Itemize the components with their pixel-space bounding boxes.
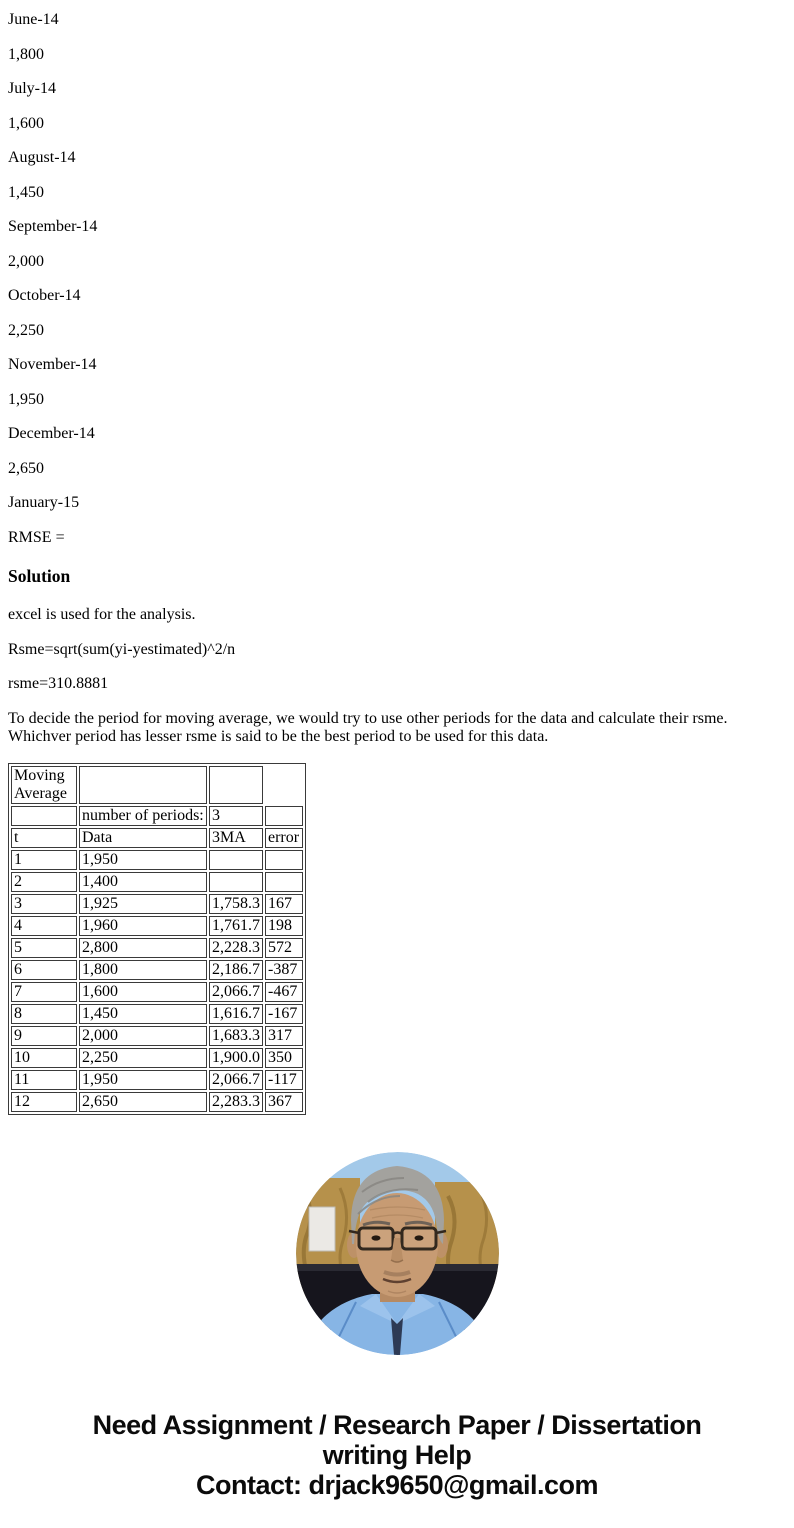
series-value: 2,650 [8, 459, 44, 477]
table-cell: 2,000 [79, 1026, 207, 1046]
table-cell [265, 766, 303, 804]
table-row [11, 1048, 303, 1068]
table-cell [11, 806, 77, 826]
table-cell: 350 [265, 1048, 303, 1068]
table-cell: 5 [11, 938, 77, 958]
table-cell: 1,450 [79, 1004, 207, 1024]
table-cell: 1,616.7 [209, 1004, 263, 1024]
series-label: August-14 [8, 149, 76, 166]
table-cell [209, 850, 263, 870]
series-value: 1,800 [8, 45, 44, 63]
table-row [11, 1026, 303, 1046]
series-label: October-14 [8, 287, 81, 304]
table-cell: 2,800 [79, 938, 207, 958]
table-cell [209, 766, 263, 804]
series-label: January-15 [8, 494, 80, 511]
table-row [11, 1092, 303, 1112]
table-cell [265, 872, 303, 892]
table-cell: -117 [265, 1070, 303, 1090]
table-cell: 1,950 [79, 850, 207, 870]
table-cell [265, 850, 303, 870]
table-cell: 1,960 [79, 916, 207, 936]
table-cell: 9 [11, 1026, 77, 1046]
table-cell: error [265, 828, 303, 848]
table-cell: 3 [11, 894, 77, 914]
table-row [11, 872, 303, 892]
rmse-formula: Rsme=sqrt(sum(yi-yestimated)^2/n [8, 640, 236, 658]
table-cell: 4 [11, 916, 77, 936]
document-page [8, 11, 786, 1500]
tutor-avatar [296, 1152, 499, 1355]
table-cell [209, 872, 263, 892]
series-value: 1,950 [8, 390, 44, 408]
table-cell: -467 [265, 982, 303, 1002]
table-cell: 1,950 [79, 1070, 207, 1090]
table-cell: number of periods: [79, 806, 207, 826]
series-value: 1,600 [8, 114, 44, 132]
table-cell: -387 [265, 960, 303, 980]
table-cell: 198 [265, 916, 303, 936]
moving-average-table-body [11, 766, 303, 1112]
table-cell: 1 [11, 850, 77, 870]
solution-paragraph: excel is used for the analysis. [8, 606, 196, 623]
table-cell: 2,228.3 [209, 938, 263, 958]
table-row [11, 766, 303, 804]
table-cell: 317 [265, 1026, 303, 1046]
table-row [11, 894, 303, 914]
table-cell: 1,761.7 [209, 916, 263, 936]
series-label: December-14 [8, 425, 95, 442]
table-row [11, 1004, 303, 1024]
table-cell: -167 [265, 1004, 303, 1024]
table-cell: 2,186.7 [209, 960, 263, 980]
series-value: 2,000 [8, 252, 44, 270]
table-cell: 1,800 [79, 960, 207, 980]
table-cell: 6 [11, 960, 77, 980]
footer-line-1: Need Assignment / Research Paper / Dissertation [92, 1409, 702, 1440]
table-cell [265, 806, 303, 826]
table-cell: 1,925 [79, 894, 207, 914]
series-value: 1,450 [8, 183, 44, 201]
table-row [11, 850, 303, 870]
table-cell: Moving Average [11, 766, 77, 804]
table-cell: 2,066.7 [209, 1070, 263, 1090]
table-row [11, 982, 303, 1002]
table-cell: 1,400 [79, 872, 207, 892]
series-value: 2,250 [8, 321, 44, 339]
table-cell: 10 [11, 1048, 77, 1068]
table-cell: 2,283.3 [209, 1092, 263, 1112]
moving-average-table [8, 763, 306, 1115]
table-cell: 11 [11, 1070, 77, 1090]
data-series-list [8, 11, 786, 547]
solution-body [8, 606, 786, 747]
series-label: July-14 [8, 80, 56, 97]
table-cell: 3 [209, 806, 263, 826]
table-row [11, 960, 303, 980]
table-row [11, 1070, 303, 1090]
solution-heading: Solution [8, 566, 71, 586]
table-row [11, 828, 303, 848]
rmse-result: rsme=310.8881 [8, 675, 109, 692]
tutor-photo-wrap [8, 1152, 786, 1360]
table-cell: 12 [11, 1092, 77, 1112]
table-cell: 1,683.3 [209, 1026, 263, 1046]
table-cell: 572 [265, 938, 303, 958]
footer-line-2: writing Help [322, 1439, 472, 1470]
table-cell: 1,600 [79, 982, 207, 1002]
table-cell [79, 766, 207, 804]
footer-banner [8, 1410, 786, 1500]
table-cell: 2,066.7 [209, 982, 263, 1002]
solution-explanation: To decide the period for moving average, we would try to use other periods for the data and calculate their rsme. Whichver period has lesser rsme is said to be the best period to be used for this data. [8, 709, 728, 745]
table-cell: 167 [265, 894, 303, 914]
tutor-avatar-illustration [296, 1152, 499, 1355]
table-row [11, 916, 303, 936]
table-cell: 2,250 [79, 1048, 207, 1068]
table-cell: 2,650 [79, 1092, 207, 1112]
footer-contact-email: Contact: drjack9650@gmail.com [196, 1469, 598, 1500]
rmse-label: RMSE = [8, 528, 65, 546]
table-cell: 3MA [209, 828, 263, 848]
table-cell: 8 [11, 1004, 77, 1024]
series-label: June-14 [8, 11, 59, 28]
table-cell: t [11, 828, 77, 848]
table-row [11, 806, 303, 826]
table-cell: 1,758.3 [209, 894, 263, 914]
table-cell: 7 [11, 982, 77, 1002]
series-label: September-14 [8, 218, 98, 235]
table-cell: Data [79, 828, 207, 848]
table-cell: 2 [11, 872, 77, 892]
table-row [11, 938, 303, 958]
series-label: November-14 [8, 356, 97, 373]
table-cell: 367 [265, 1092, 303, 1112]
table-cell: 1,900.0 [209, 1048, 263, 1068]
